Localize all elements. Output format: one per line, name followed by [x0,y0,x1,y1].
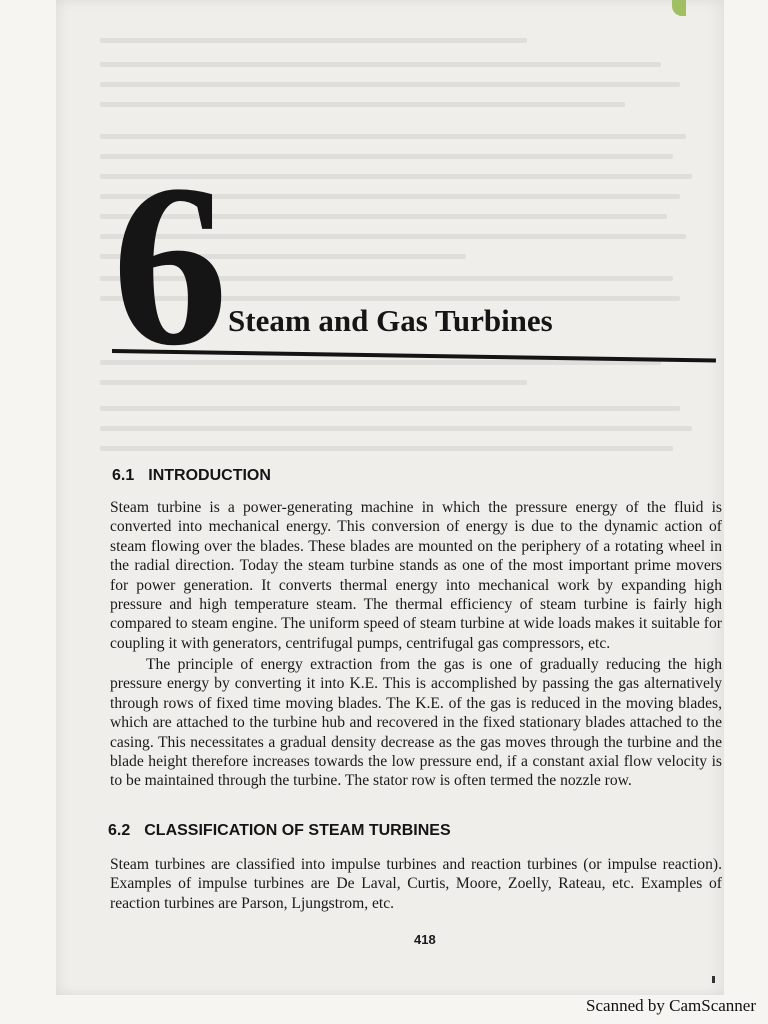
paragraph-indented [110,655,722,791]
section-number: 6.1 [112,467,135,484]
leaf-corner-decoration [672,0,686,16]
page-number: 418 [414,932,436,947]
section-heading-text: CLASSIFICATION OF STEAM TURBINES [144,822,451,839]
chapter-number: 6 [112,137,228,394]
section-heading-introduction [112,467,271,485]
scanner-watermark: Scanned by CamScanner [586,996,756,1015]
section-heading-classification [108,822,451,840]
chapter-title: Steam and Gas Turbines [228,303,553,338]
paragraph-text: The principle of energy extraction from the gas is one of gradually reducing the high pressure energy by converting it into K.E. This is accomplished by passing the gas alternatively through rows of fixed time moving blades. The K.E. of the gas is reduced in the moving blades, which are attached to the turbine hub and recovered in the fixed stationary blades attached to the casing. This necessitates a gradual density decrease as the gas moves through the turbine and the blade height therefore increases towards the low pressure end, if a constant axial flow velocity is to be maintained through the turbine. The stator row is often termed the nozzle row. [110,656,722,790]
section-heading-text: INTRODUCTION [148,467,271,484]
section-number: 6.2 [108,822,131,839]
paragraph: Steam turbine is a power-generating machine in which the pressure energy of the fluid is converted into mechanical energy. This conversion of energy is due to the dynamic action of steam flowing over the blades. These blades are mounted on the periphery of a rotating wheel in the radial direction. Today the steam turbine stands as one of the most important prime movers for power generation. It converts thermal energy into mechanical work by expanding high pressure and high temperature steam. The thermal efficiency of steam turbine is fairly high compared to steam engine. The uniform speed of steam turbine at wide loads makes it suitable for coupling it with generators, centrifugal pumps, centrifugal gas compressors, etc. [110,499,722,652]
paragraph: Steam turbines are classified into impulse turbines and reaction turbines (or impulse reaction). Examples of impulse turbines are De Laval, Curtis, Moore, Zoelly, Rateau, etc. Examples of reaction turbines are Parson, Ljungstrom, etc. [110,856,722,912]
page-mark [712,976,715,983]
